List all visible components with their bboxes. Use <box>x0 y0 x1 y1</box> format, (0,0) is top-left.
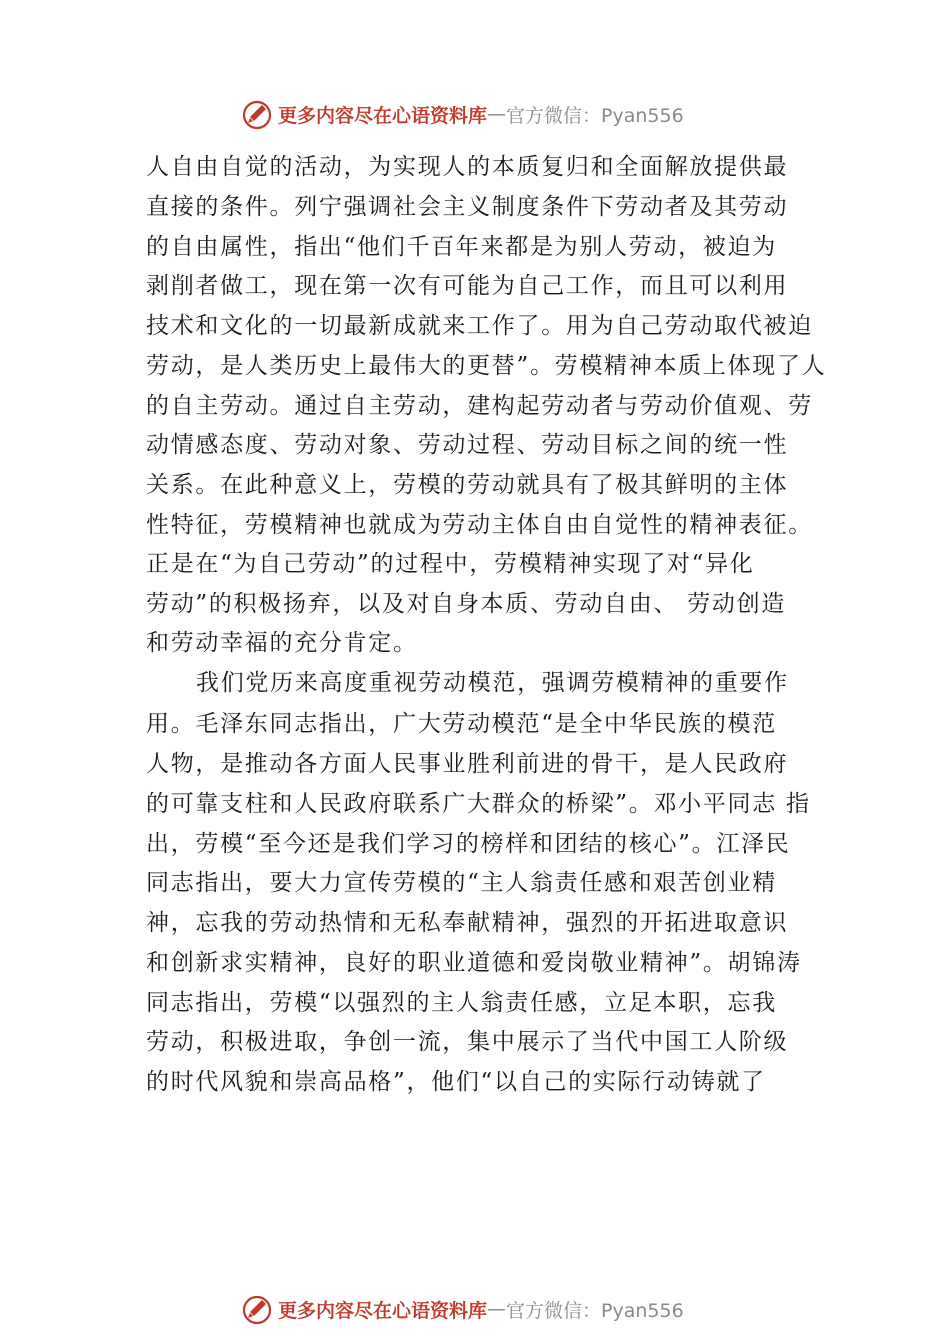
watermark-logo-icon <box>240 1292 274 1326</box>
paragraph-first-line: 我们党历来高度重视劳动模范，强调劳模精神的重要作 <box>196 670 789 696</box>
watermark-wechat-text: 官方微信：Pyan556 <box>506 104 684 127</box>
text-line: 的自由属性，指出“他们千百年来都是为别人劳动，被迫为 <box>146 234 777 260</box>
watermark-brand-text: 更多内容尽在心语资料库 <box>278 1299 488 1322</box>
text-line: 用。毛泽东同志指出，广大劳动模范“是全中华民族的模范 <box>146 711 777 737</box>
text-line: 人自由自觉的活动，为实现人的本质复归和全面解放提供最 <box>146 154 789 180</box>
text-line: 劳动，积极进取，争创一流，集中展示了当代中国工人阶级 <box>146 1029 789 1055</box>
text-line: 和劳动幸福的充分肯定。 <box>146 630 418 656</box>
text-line: 劳动，是人类历史上最伟大的更替”。劳模精神本质上体现了人 <box>146 353 827 379</box>
header-watermark <box>240 96 684 132</box>
text-line: 劳动”的积极扬弃，以及对自身本质、劳动自由、 劳动创造 <box>146 591 786 617</box>
watermark-brand-text: 更多内容尽在心语资料库 <box>278 104 488 127</box>
text-line: 的时代风貌和崇高品格”，他们“以自己的实际行动铸就了 <box>146 1069 766 1095</box>
text-line: 出，劳模“至今还是我们学习的榜样和团结的核心”。江泽民 <box>146 831 791 857</box>
text-line: 技术和文化的一切最新成就来工作了。用为自己劳动取代被迫 <box>146 313 813 339</box>
text-line: 正是在“为自己劳动”的过程中，劳模精神实现了对“异化 <box>146 551 755 577</box>
text-line: 和创新求实精神，良好的职业道德和爱岗敬业精神”。胡锦涛 <box>146 950 802 976</box>
text-line: 的自主劳动。通过自主劳动，建构起劳动者与劳动价值观、劳 <box>146 393 813 419</box>
text-line: 直接的条件。列宁强调社会主义制度条件下劳动者及其劳动 <box>146 194 789 220</box>
text-line: 人物，是推动各方面人民事业胜利前进的骨干，是人民政府 <box>146 751 789 777</box>
text-line: 关系。在此种意义上，劳模的劳动就具有了极其鲜明的主体 <box>146 472 789 498</box>
footer-watermark <box>240 1291 684 1327</box>
watermark-dash: — <box>487 103 507 125</box>
text-line: 同志指出，劳模“以强烈的主人翁责任感，立足本职，忘我 <box>146 990 777 1016</box>
text-line: 同志指出，要大力宣传劳模的“主人翁责任感和艰苦创业精 <box>146 870 777 896</box>
text-line: 神，忘我的劳动热情和无私奉献精神，强烈的开拓进取意识 <box>146 910 789 936</box>
text-line: 动情感态度、劳动对象、劳动过程、劳动目标之间的统一性 <box>146 432 789 458</box>
text-line: 性特征，劳模精神也就成为劳动主体自由自觉性的精神表征。 <box>146 512 813 538</box>
text-line: 的可靠支柱和人民政府联系广大群众的桥梁”。邓小平同志 指 <box>146 791 811 817</box>
watermark-logo-icon <box>240 97 274 131</box>
watermark-wechat-text: 官方微信：Pyan556 <box>506 1299 684 1322</box>
text-line: 剥削者做工，现在第一次有可能为自己工作，而且可以利用 <box>146 273 789 299</box>
watermark-dash: — <box>487 1298 507 1320</box>
